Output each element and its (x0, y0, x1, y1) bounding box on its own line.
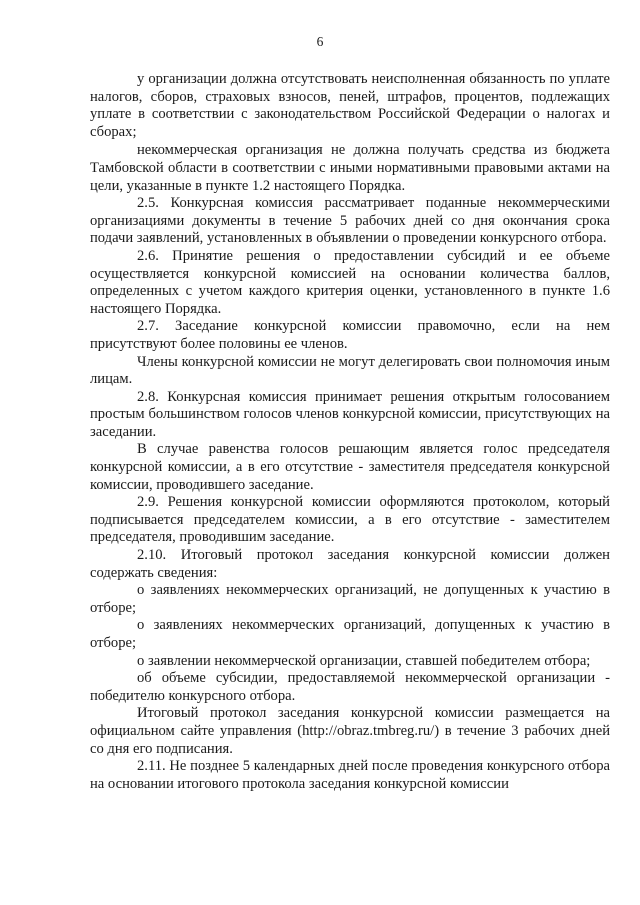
paragraph-2-10: 2.10. Итоговый протокол заседания конкурсной комиссии должен содержать сведения: (90, 547, 610, 581)
paragraph-2-11: 2.11. Не позднее 5 календарных дней после проведения конкурсного отбора на основании итогового протокола заседания конкурсной комиссии (90, 758, 610, 792)
paragraph-equal-votes: В случае равенства голосов решающим является голос председателя конкурсной комиссии, а в его отсутствие - заместителя председателя конкурсной комиссии, проводившего заседание. (90, 441, 610, 493)
list-item-subsidy-amount: об объеме субсидии, предоставляемой некоммерческой организации - победителю конкурсного отбора. (90, 670, 610, 704)
page-number: 6 (316, 34, 324, 49)
document-body (90, 71, 610, 793)
paragraph-budget-funds: некоммерческая организация не должна получать средства из бюджета Тамбовской области в соответствии с иными нормативными правовыми актами на цели, указанные в пункте 1.2 настоящего Порядка. (90, 142, 610, 194)
paragraph-protocol-publication: Итоговый протокол заседания конкурсной комиссии размещается на официальном сайте управления (http://obraz.tmbreg.ru/) в течение 3 рабочих дней со дня его подписания. (90, 705, 610, 757)
list-item-admitted: о заявлениях некоммерческих организаций, допущенных к участию в отборе; (90, 617, 610, 651)
paragraph-2-7: 2.7. Заседание конкурсной комиссии правомочно, если на нем присутствуют более половины ее членов. (90, 318, 610, 352)
paragraph-2-5: 2.5. Конкурсная комиссия рассматривает поданные некоммерческими организациями документы в течение 5 рабочих дней со дня окончания срока подачи заявлений, установленных в объявлении о проведении конкурсного отбора. (90, 195, 610, 247)
list-item-winner: о заявлении некоммерческой организации, ставшей победителем отбора; (137, 652, 591, 669)
paragraph-2-8: 2.8. Конкурсная комиссия принимает решения открытым голосованием простым большинством голосов членов конкурсной комиссии, присутствующих на заседании. (90, 388, 610, 440)
list-item-not-admitted: о заявлениях некоммерческих организаций, не допущенных к участию в отборе; (90, 582, 610, 616)
paragraph-2-6: 2.6. Принятие решения о предоставлении субсидий и ее объеме осуществляется конкурсной комиссией на основании количества баллов, определенных с учетом каждого критерия оценки, установленного в пункте 1.6 настоящего Порядка. (90, 247, 610, 317)
paragraph-2-9: 2.9. Решения конкурсной комиссии оформляются протоколом, который подписывается председателем комиссии, а в его отсутствие - заместителем председателя, проводившим заседание. (90, 494, 610, 546)
paragraph-delegation: Члены конкурсной комиссии не могут делегировать свои полномочия иным лицам. (90, 353, 610, 388)
paragraph-tax-obligation: у организации должна отсутствовать неисполненная обязанность по уплате налогов, сборов, страховых взносов, пеней, штрафов, процентов, подлежащих уплате в соответствии с законодательством Российской Федерации о налогах и сборах; (90, 71, 610, 140)
